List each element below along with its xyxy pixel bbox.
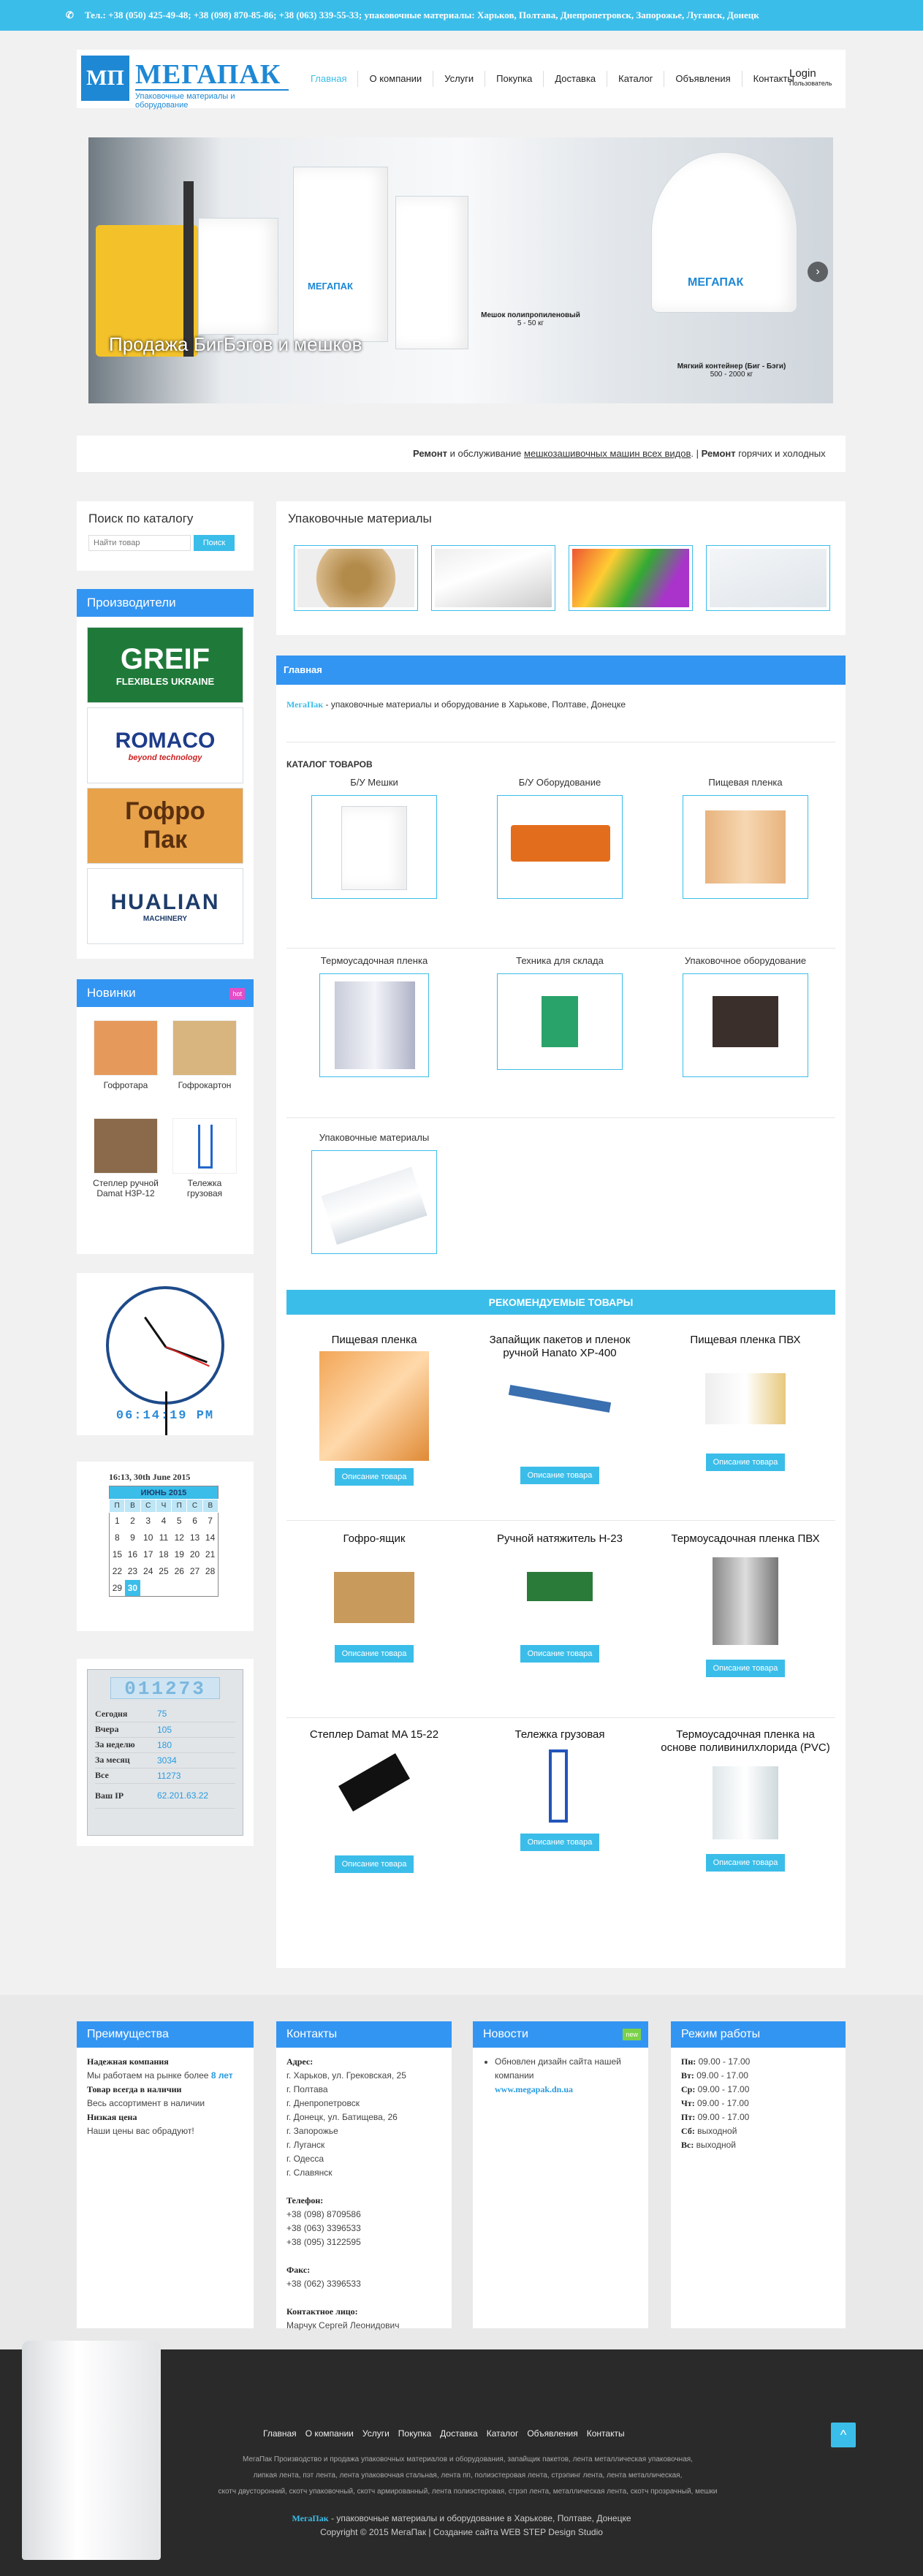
packaging-item[interactable] xyxy=(706,545,830,611)
packaging-materials xyxy=(276,501,846,635)
product-image xyxy=(311,1150,437,1254)
bag1-caption: Мешок полипропиленовый 5 - 50 кг xyxy=(481,311,580,327)
forklift-mast xyxy=(183,181,194,357)
footer-nav-about[interactable]: О компании xyxy=(305,2428,354,2439)
counter-table: Сегодня 75 Вчера 105 За неделю 180 За месяц 3034 Все 11273 Ваш IP 62.201.63.22 xyxy=(95,1706,235,1809)
product-image xyxy=(691,1759,800,1847)
search-title: Поиск по каталогу xyxy=(88,512,194,525)
footer-nav-home[interactable]: Главная xyxy=(263,2428,297,2439)
recommended-item[interactable]: Термоусадочная пленка на основе поливинилхлорида (PVC) Описание товара xyxy=(658,1728,833,1872)
breadcrumb[interactable]: Главная xyxy=(276,656,846,685)
phone-icon: ✆ xyxy=(66,10,74,20)
recommended-title: РЕКОМЕНДУЕМЫЕ ТОВАРЫ xyxy=(286,1290,835,1315)
search-input[interactable] xyxy=(88,535,191,551)
catalog-item[interactable]: Упаковочные материалы xyxy=(286,1132,462,1254)
footer-nav-services[interactable]: Услуги xyxy=(362,2428,390,2439)
product-image xyxy=(94,1020,158,1076)
clock-widget xyxy=(77,1273,254,1435)
recommended-item[interactable]: Термоусадочная пленка ПВХ Описание товара xyxy=(658,1532,833,1677)
product-image xyxy=(319,973,429,1077)
page-footer xyxy=(0,2349,923,2576)
footer-nav xyxy=(263,2428,634,2439)
product-image xyxy=(94,1118,158,1174)
recommended-item[interactable]: Пищевая пленка Описание товара xyxy=(286,1334,462,1486)
recommended-item[interactable]: Запайщик пакетов и пленок ручной Hanato XP-400 Описание товара xyxy=(472,1334,647,1484)
contacts-title: Контакты xyxy=(276,2021,452,2048)
digital-time: 06:14:19 PM xyxy=(115,1409,215,1423)
bigbag-image xyxy=(395,196,468,349)
footer-advantages: Преимущества Надежная компания Мы работаем на рынке более 8 лет Товар всегда в наличии Весь ассортимент в наличии Низкая цена Наши цены вас обрадуют! xyxy=(77,2021,254,2328)
brand-hualian[interactable]: HUALIAN MACHINERY xyxy=(87,868,243,944)
visit-counter xyxy=(77,1659,254,1846)
footer-widgets xyxy=(0,1995,923,2349)
new-badge: new xyxy=(623,2029,641,2040)
news-link[interactable]: www.megapak.dn.ua xyxy=(495,2084,574,2094)
top-bar-text: Тел.: +38 (050) 425-49-48; +38 (098) 870-85-86; +38 (063) 339-55-33; упаковочные материалы: Харьков, Полтава, Днепропетровск, Запорожье, Луганск, Донецк xyxy=(85,10,759,20)
new-product-item[interactable]: Гофрокартон xyxy=(170,1020,239,1090)
bag2-caption: Мягкий контейнер (Биг - Бэги) 500 - 2000 кг xyxy=(677,362,786,379)
logo-name: МЕГАПАК xyxy=(135,59,281,90)
product-details-button[interactable]: Описание товара xyxy=(335,1855,414,1873)
product-details-button[interactable]: Описание товара xyxy=(335,1468,414,1486)
calendar-today[interactable]: 30 xyxy=(125,1580,140,1597)
product-image xyxy=(497,795,623,899)
product-details-button[interactable]: Описание товара xyxy=(335,1645,414,1663)
calendar-table: ИЮНЬ 2015 П В С Ч П С В 1 2 3 4 5 6 7 8 9 10 11 12 13 14 15 16 17 18 19 20 21 22 23 24 25 26 27 28 29 30 xyxy=(109,1486,219,1597)
product-details-button[interactable]: Описание товара xyxy=(706,1660,786,1677)
bigbag-image xyxy=(198,218,278,335)
recommended-item[interactable]: Ручной натяжитель Н-23 Описание товара xyxy=(472,1532,647,1663)
product-image xyxy=(683,795,808,899)
login-label: Login xyxy=(789,67,816,80)
recommended-item[interactable]: Тележка грузовая Описание товара xyxy=(472,1728,647,1851)
product-image xyxy=(319,1746,429,1848)
header xyxy=(77,50,846,108)
footer-nav-purchase[interactable]: Покупка xyxy=(398,2428,432,2439)
nav-about[interactable]: О компании xyxy=(357,71,433,87)
ticker-link[interactable]: мешкозашивочных машин всех видов xyxy=(524,448,691,459)
footer-nav-contacts[interactable]: Контакты xyxy=(586,2428,625,2439)
product-image xyxy=(172,1118,237,1174)
product-details-button[interactable]: Описание товара xyxy=(520,1834,600,1851)
intro-text: МегаПак - упаковочные материалы и оборудование в Харькове, Полтаве, Донецке xyxy=(286,699,626,710)
news-ticker: Ремонт и обслуживание мешкозашивочных машин всех видов. | Ремонт горячих и холодных xyxy=(77,436,846,472)
main-nav xyxy=(300,50,805,108)
nav-ads[interactable]: Объявления xyxy=(664,71,741,87)
logo[interactable] xyxy=(77,53,296,110)
slide-caption: Продажа БигБэгов и мешков xyxy=(109,333,362,355)
product-details-button[interactable]: Описание товара xyxy=(706,1854,786,1872)
catalog-item[interactable]: Техника для склада xyxy=(472,955,647,1070)
main-content xyxy=(276,685,846,1968)
brand-greif[interactable]: GREIF FLEXIBLES UKRAINE xyxy=(87,627,243,703)
packaging-item[interactable] xyxy=(294,545,418,611)
product-details-button[interactable]: Описание товара xyxy=(706,1454,786,1471)
nav-home[interactable]: Главная xyxy=(311,73,347,84)
calendar-widget xyxy=(77,1462,254,1631)
product-image xyxy=(691,1550,800,1652)
search-button[interactable]: Поиск xyxy=(194,535,235,551)
catalog-title: КАТАЛОГ ТОВАРОВ xyxy=(286,759,373,770)
seo-text: МегаПак Производство и продажа упаковочных материалов и оборудования, запайщик пакетов, лента металлическая упаковочная, липкая лента, пэт лента, лента упаковочная стальная, лента пп, полиэстеровая лента, стрэпинг лента, лента металлическая, скотч двусторонний, скотч упаковочный, скотч армированный, лента полиэстеровая, стрэп лента, металлическая лента, скотч прозрачный, мешки xyxy=(218,2455,718,2496)
product-image xyxy=(311,795,437,899)
copyright: МегаПак - упаковочные материалы и оборудование в Харькове, Полтаве, Донецке Copyright © 2015 МегаПак | Создание сайта WEB STEP Design Studio xyxy=(292,2513,631,2537)
slide-logo: МЕГАПАК xyxy=(688,276,744,289)
product-details-button[interactable]: Описание товара xyxy=(520,1467,600,1484)
catalog-item[interactable]: Б/У Оборудование xyxy=(472,777,647,899)
catalog-item[interactable]: Упаковочное оборудование xyxy=(658,955,833,1077)
footer-news-title: Новости new xyxy=(473,2021,648,2048)
nav-catalog[interactable]: Каталог xyxy=(607,71,664,87)
footer-contacts: Контакты Адрес: г. Харьков, ул. Грековская, 25 г. Полтава г. Днепропетровск г. Донецк, ул. Батищева, 26 г. Запорожье г. Луганск г. Одесса г. Славянск Телефон: +38 (098) 8709586 +38 (063) 3396533 +38 (095) 3122595 Факс: +38 (062) 3396533 Контактное лицо: Марчук Сергей Леонидович xyxy=(276,2021,452,2328)
hot-badge: hot xyxy=(229,988,245,1000)
slide-logo: МЕГАПАК xyxy=(308,281,353,292)
login-link[interactable] xyxy=(789,67,832,87)
calendar-datetime: 16:13, 30th June 2015 xyxy=(109,1472,191,1482)
packaging-title: Упаковочные материалы xyxy=(288,512,432,525)
nav-services[interactable]: Услуги xyxy=(433,71,485,87)
new-product-item[interactable]: Тележка грузовая xyxy=(170,1118,239,1198)
hours-title: Режим работы xyxy=(671,2021,846,2048)
catalog-item[interactable]: Пищевая пленка xyxy=(658,777,833,899)
calendar-month: ИЮНЬ 2015 xyxy=(110,1486,219,1500)
footer-nav-catalog[interactable]: Каталог xyxy=(486,2428,519,2439)
new-products-title: Новинки hot xyxy=(77,979,254,1007)
footer-nav-ads[interactable]: Объявления xyxy=(527,2428,578,2439)
scroll-top-icon[interactable]: ^ xyxy=(831,2423,856,2447)
new-product-item[interactable]: Гофротара xyxy=(91,1020,160,1090)
recommended-item[interactable]: Степлер Damat MA 15-22 Описание товара xyxy=(286,1728,462,1873)
brand-gofropak[interactable]: Гофро Пак xyxy=(87,788,243,864)
hero-slider[interactable] xyxy=(88,137,833,403)
brand-romaco[interactable]: ROMACO beyond technology xyxy=(87,707,243,783)
counter-digits: 011273 xyxy=(110,1677,220,1699)
packaging-item[interactable] xyxy=(431,545,555,611)
product-image xyxy=(505,1550,615,1638)
logo-tagline: Упаковочные материалы и оборудование xyxy=(135,89,289,110)
recommended-item[interactable]: Пищевая пленка ПВХ Описание товара xyxy=(658,1334,833,1471)
product-image xyxy=(319,1550,429,1638)
clock-face xyxy=(106,1286,224,1405)
footer-news: Новости new • Обновлен дизайн сайта нашей компании www.megapak.dn.ua xyxy=(473,2021,648,2328)
new-products-panel xyxy=(77,979,254,1254)
product-image xyxy=(497,973,623,1070)
producers-title: Производители xyxy=(77,589,254,617)
nav-delivery[interactable]: Доставка xyxy=(543,71,607,87)
product-image xyxy=(683,973,808,1077)
product-image xyxy=(505,1746,615,1826)
bigbag-image xyxy=(293,167,388,342)
nav-contacts[interactable]: Контакты xyxy=(742,71,805,87)
nav-purchase[interactable]: Покупка xyxy=(485,71,543,87)
producers-panel xyxy=(77,589,254,959)
footer-nav-delivery[interactable]: Доставка xyxy=(440,2428,478,2439)
packaging-item[interactable] xyxy=(569,545,693,611)
product-image xyxy=(172,1020,237,1076)
product-details-button[interactable]: Описание товара xyxy=(520,1645,600,1663)
advantages-title: Преимущества xyxy=(77,2021,254,2048)
catalog-item[interactable]: Термоусадочная пленка xyxy=(286,955,462,1077)
catalog-item[interactable]: Б/У Мешки xyxy=(286,777,462,899)
login-sub: Пользователь xyxy=(789,80,832,87)
new-product-item[interactable]: Степлер ручной Damat H3P-12 xyxy=(91,1118,160,1198)
product-image xyxy=(505,1364,615,1459)
footer-hours: Режим работы Пн: 09.00 - 17.00 Вт: 09.00 - 17.00 Ср: 09.00 - 17.00 Чт: 09.00 - 17.00 Пт: 09.00 - 17.00 Сб: выходной Вс: выходной xyxy=(671,2021,846,2328)
next-arrow-icon[interactable]: › xyxy=(808,262,828,282)
top-bar xyxy=(0,0,923,31)
catalog-search xyxy=(77,501,254,571)
logo-mark: МП xyxy=(81,56,129,101)
recommended-item[interactable]: Гофро-ящик Описание товара xyxy=(286,1532,462,1663)
product-image xyxy=(319,1351,429,1461)
product-image xyxy=(691,1351,800,1446)
